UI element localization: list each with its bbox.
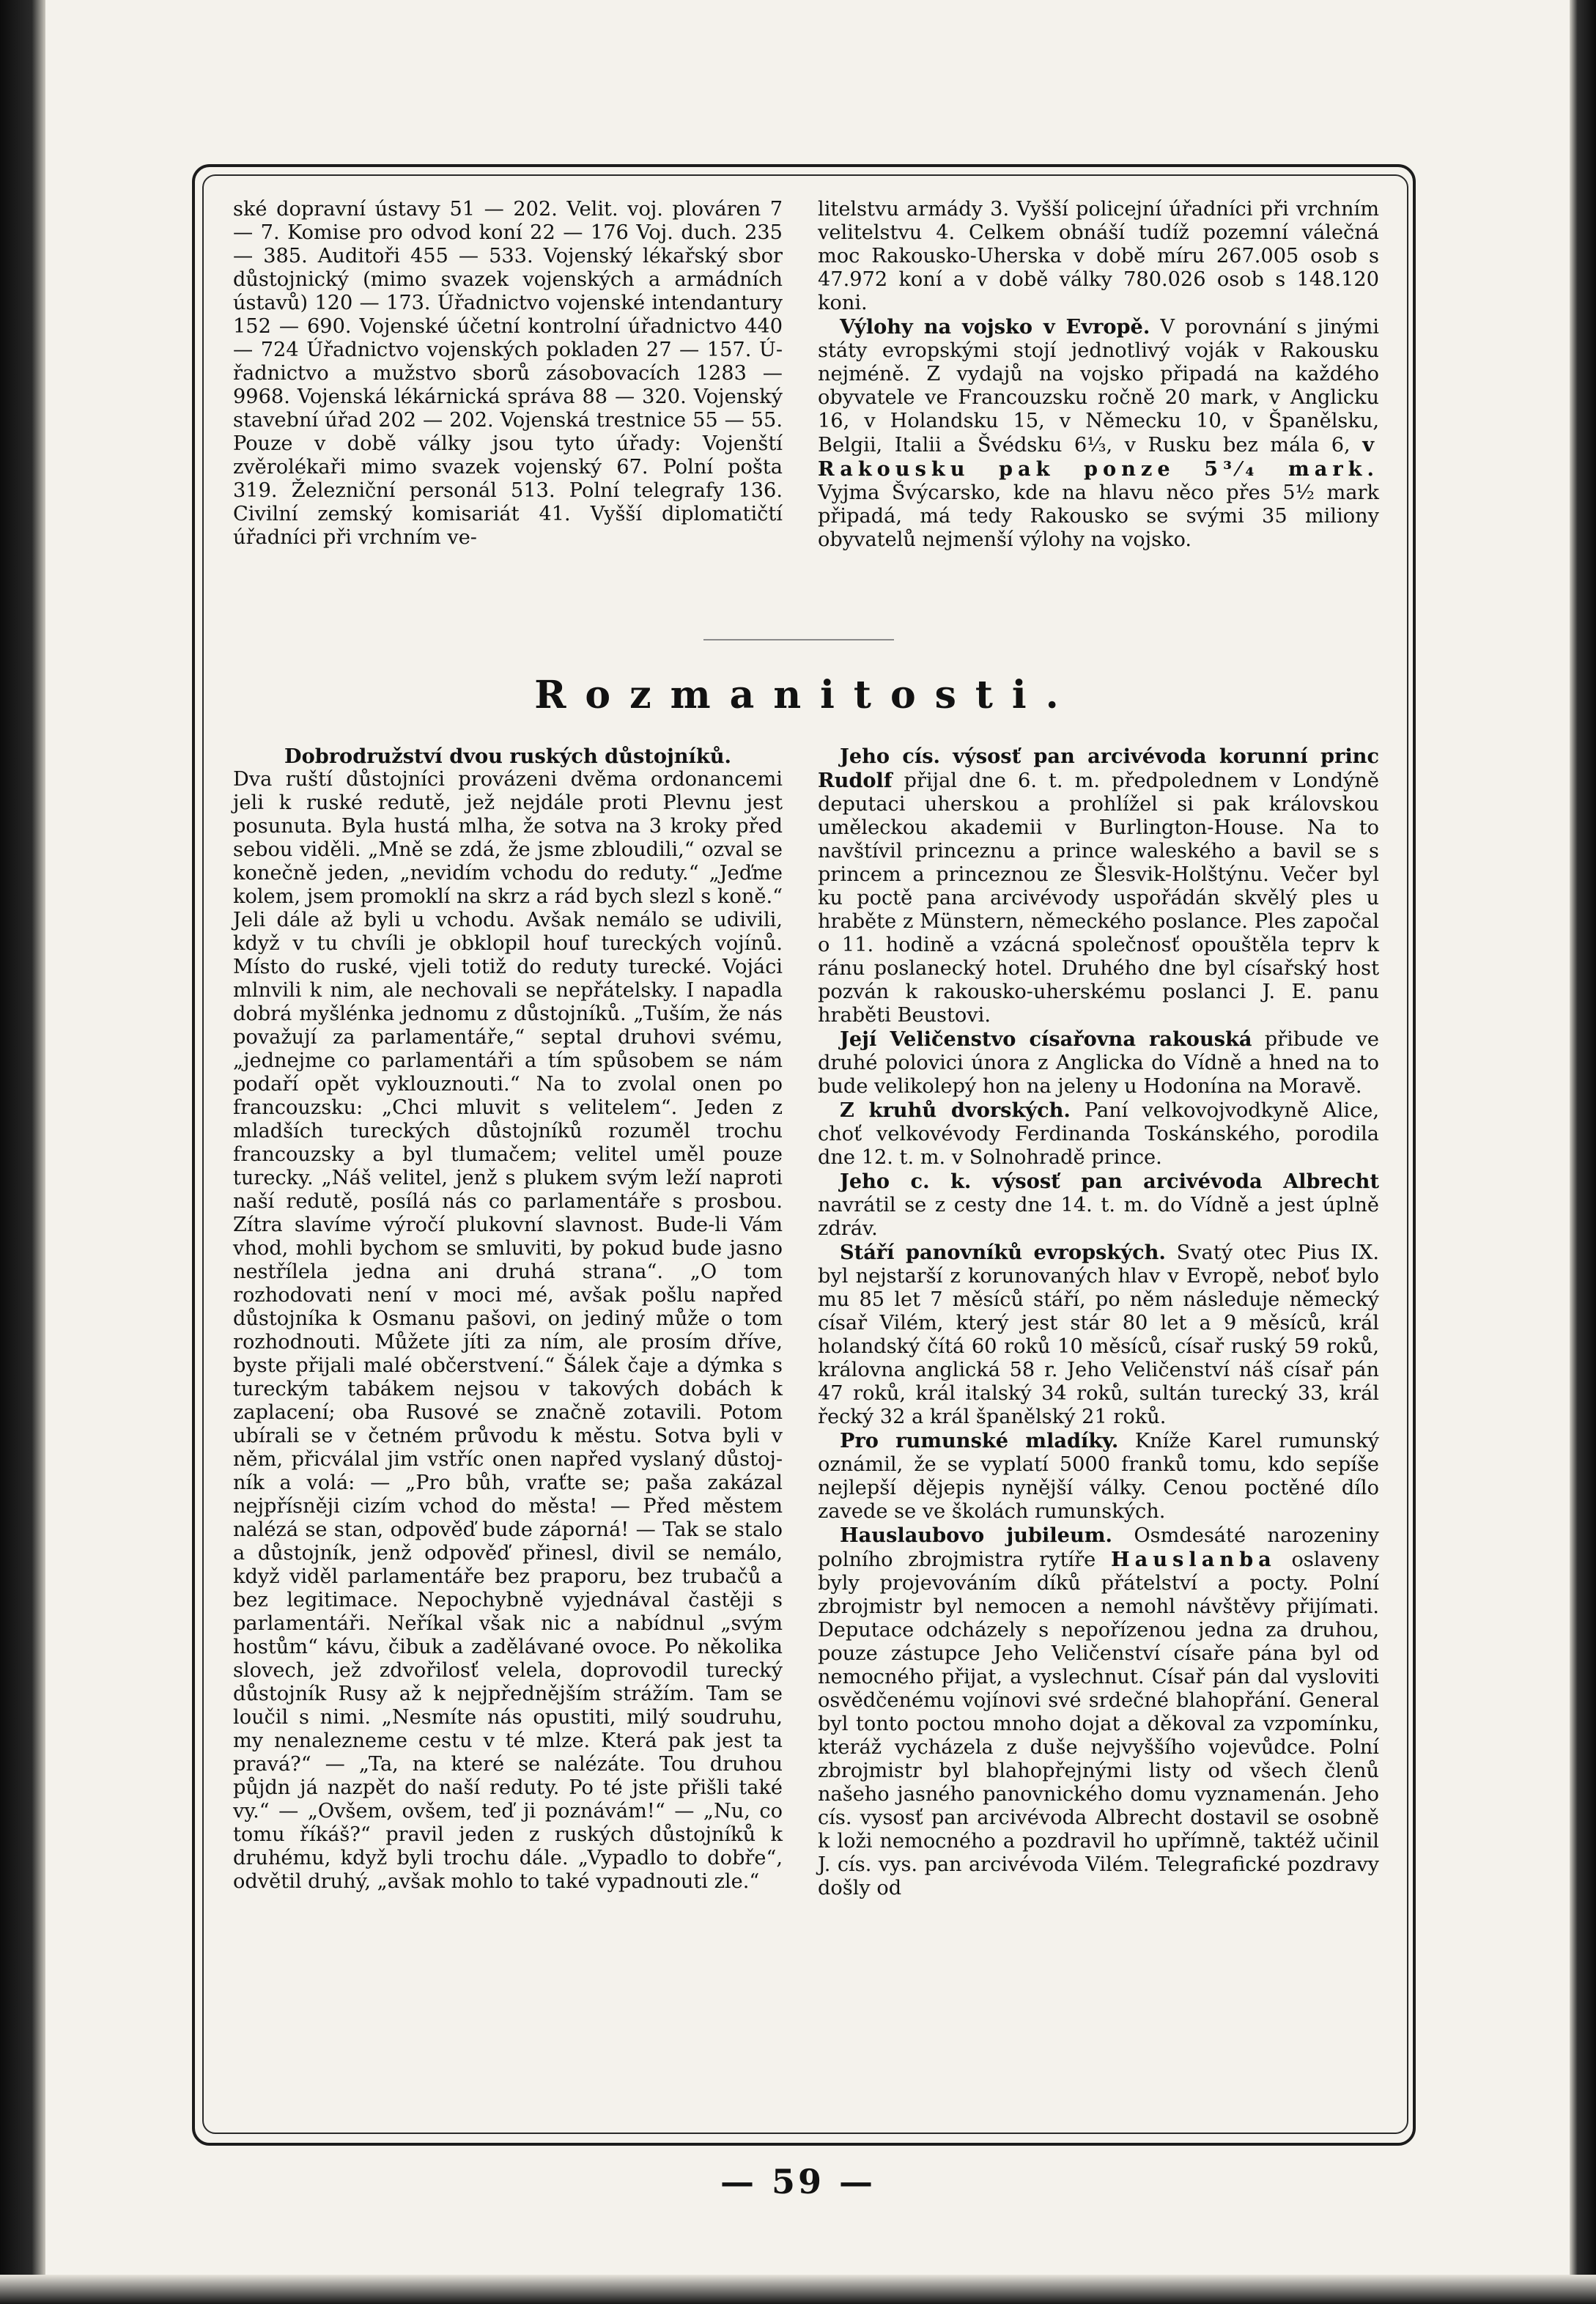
army-costs-text-a: V porovnání s jinými státy evropskými stojí jednotlivý voják v Rakousku nejméně. Z vydajů na vojsko připadá na každého obyvatele ve Francouzsku ročně 20 mark, v Anglicku 16, v Holandsku 15, v Německu 10, v Španělsku, Belgii, Italii a Švédsku 6¹⁄₃, v Rusku bez mála 6, (818, 316, 1380, 457)
news-empress-heading: Její Veličenstvo císařovna rakouská (840, 1027, 1252, 1051)
news-romanian-text: Kníže Karel rumunský oznámil, že se vyplatí 5000 franků tomu, kdo sepíše nejlepší dějepis nynější války. Cenou poctěné dílo zavede se ve školách rumunských. (818, 1430, 1379, 1523)
news-rudolf (818, 745, 1379, 1027)
left-article-column (233, 745, 783, 1894)
news-empress (818, 1027, 1379, 1099)
news-hauslab-spaced: Hauslanba (1110, 1548, 1277, 1571)
article-heading-officers: Dobrodružství dvou ruských důstojníků. (284, 745, 731, 768)
news-hauslab-text-a: Osmdesáté narozeniny polního zbrojmistra rytíře (818, 1524, 1379, 1571)
scan-edge-left (0, 0, 45, 2304)
news-hauslab-heading: Hauslaubovo jubileum. (840, 1524, 1112, 1547)
news-rudolf-heading: Jeho cís. výsosť pan arcivévoda korunní princ Rudolf (818, 745, 1379, 792)
top-right-column (818, 198, 1379, 552)
top-left-column (233, 198, 783, 550)
army-costs-text-b: Vyjma Švýcarsko, kde na hlavu něco přes 5¹⁄₂ mark připadá, má tedy Rakousko se svými 35 miliony obyvatelů nejmenší výlohy na vojsko. (818, 481, 1379, 551)
page-number: — 59 — (720, 2162, 876, 2201)
scan-edge-bottom (0, 2275, 1596, 2304)
news-albrecht-heading: Jeho c. k. výsosť pan arcivévoda Albrecht (840, 1170, 1379, 1193)
section-title: Rozmanitosti. (534, 673, 1078, 717)
army-costs-paragraph (818, 315, 1379, 552)
news-albrecht (818, 1170, 1379, 1241)
army-costs-spaced: v Rakousku pak ponze 5³⁄₄ mark. (818, 433, 1379, 481)
news-rulers-age (818, 1241, 1379, 1429)
news-court (818, 1099, 1379, 1170)
news-rulers-age-text: Svatý otec Pius IX. byl nejstarší z korunovaných hlav v Evropě, neboť bylo mu 85 let 7 měsíců stáří, po něm následuje německý císař Vilém, který jest stár 80 let a 9 měsíců, král holandský čítá 60 roků 10 měsíců, císař ruský 59 roků, královna anglická 58 r. Jeho Veličenství náš císař pán 47 roků, král italský 34 roků, sultán turecký 33, král řecký 32 a král španělský 21 roků. (818, 1241, 1379, 1428)
news-hauslab-text-b: oslaveny byly projevováním díků přátelství a pocty. Polní zbrojmistr byl nemocen a nemohl návštěvy přijímati. Deputace odcházely s nepořízenou jedna za druhou, pouze zástupce Jeho Veličenství císaře pána byl od nemocného přijat, a vyslechnut. Císař pán dal vysloviti osvědčenému vojínovi své srdečné blahopřání. General byl tonto poctou mnoho dojat a děkoval za vzpomínku, kteráž vycházela z duše nejvyššího vojevůdce. Polní zbrojmistr byl blahopřejnými listy od všech členů našeho jasného panovnického domu vyznamenán. Jeho cís. vysosť pan arcivévoda Albrecht dostavil se osobně k loži nemocného a pozdravil ho upřímně, taktéž učinil J. cís. vys. pan arcivévoda Vilém. Telegrafické pozdravy došly od (818, 1548, 1380, 1899)
article-body-officers: Dva ruští důstojníci provázeni dvěma ordonancemi jeli k ruské redutě, jež nejdále proti Plevnu jest posunuta. Byla hustá mlha, že sotva na 3 kroky před sebou viděli. „Mně se zdá, že jsme zbloudili,“ ozval se konečně jeden, „nevidím vchodu do reduty.“ „Jeďme kolem, jsem promoklí na skrz a rád bych slezl s koně.“ Jeli dále až byli u vchodu. Avšak nemálo se udivili, když v tu chvíli je obklopil houf tureckých vojínů. Místo do ruské, vjeli totiž do reduty turecké. Vojáci mlnvili k nim, ale nechovali se nepřátelsky. I napadla dobrá myšlénka jednomu z důstojníků. „Tuším, že nás považují za parlamentáře,“ septal druhovi svému, „jednejme co parlamentáři a tím spůsobem se nám podaří opět vyklouznouti.“ Na to zvolal onen po francouzsku: „Chci mluvit s velitelem“. Jeden z mladších tureckých důstojníků rozuměl trochu francouzsky a byl tlumačem; velitel uměl pouze turecky. „Náš velitel, jenž s plukem svým leží naproti naší redutě, posílá nás co parlamentáře s prosbou. Zítra slavíme výročí plukovní slavnost. Bude-li Vám vhod, mohli bychom se smluviti, by pokud bude jasno nestřílela jedna ani druhá strana“. „O tom rozhodovati není v moci mé, avšak pošlu napřed důstojníka k Osmanu pašovi, on jediný může o tom rozhodnouti. Můžete jíti za ním, ale prosím dříve, byste přijali malé občerstvení.“ Šálek čaje a dýmka s tureckým tabákem nejsou v takových dobách k zaplacení; oba Rusové se značně zotavili. Potom ubírali se v četném průvodu k městu. Sotva byli v něm, přicválal jim vstříc onen napřed vyslaný důstojník a volá: — „Pro bůh, vraťte se; paša zakázal nejpřísněji cizím vchod do města! — Před městem nalézá se stan, odpověď bude záporná! — Tak se stalo a důstojník, jenž odpověď přinesl, divil se nemálo, když viděl parlamentáře bez praporu, bez trubačů a bez legitimace. Nepochybně vyjednával častěji s parlamentáři. Neříkal však nic a nabídnul „svým hostům“ kávu, čibuk a zadělávané ovoce. Po několika slovech, jež zdvořilosť velela, doprovodil turecký důstojník Rusy až k nejpřednějším strážím. Tam se loučil s nimi. „Nesmíte nás opustiti, milý soudruhu, my nenalezneme cestu v té mlze. Která pak jest ta pravá?“ — „Ta, na které se nalézáte. Tou druhou půjdn já nazpět do naší reduty. Po té jste přišli také vy.“ — „Ovšem, ovšem, teď ji poznávám!“ — „Nu, co tomu říkáš?“ pravil jeden z ruských důstojníků k druhému, když byli trochu dále. „Vypadlo to dobře“, odvětil druhý, „avšak mohlo to také vypadnouti zle.“ (233, 768, 783, 1893)
news-rudolf-text: přijal dne 6. t. m. předpolednem v Londýně deputaci uherskou a prohlížel si pak královskou uměleckou akademii v Burlington-House. Na to navštívil princeznu a prince waleského a bavil se s princem a princeznou ze Šlesvik-Holštýnu. Večer byl ku poctě pana arcivévody uspořádán skvělý ples u hraběte z Münstern, německého poslance. Ples započal o 11. hodině a vzácná společnosť opouštěla teprv k ránu poslanecký hotel. Druhého dne byl císařský host pozván k rakousko-uherskému poslanci J. E. panu hraběti Beustovi. (818, 769, 1379, 1027)
news-hauslab (818, 1524, 1379, 1900)
news-romanian-heading: Pro rumunské mladíky. (840, 1429, 1119, 1452)
army-costs-heading: Výlohy na vojsko v Evropě. (840, 315, 1150, 339)
news-albrecht-text: navrátil se z cesty dne 14. t. m. do Vídně a jest úplně zdráv. (818, 1194, 1379, 1240)
news-empress-text: přibude ve druhé polovici února z Anglicka do Vídně a hned na to bude velikolepý hon na jeleny u Hodonína na Moravě. (818, 1028, 1379, 1098)
right-article-column (818, 745, 1379, 1900)
news-romanian (818, 1429, 1379, 1524)
army-totals-paragraph: litelstvu armády 3. Vyšší policejní úřadníci při vrchním velitelstvu 4. Celkem obnáší tudíž pozemní válečná moc Rakousko-Uherska v době míru 267.005 osob s 47.972 koní a v době války 780.026 osob s 148.120 koni. (818, 198, 1379, 314)
section-divider (703, 639, 894, 640)
military-list-text: ské dopravní ústavy 51 — 202. Velit. voj. plováren 7 — 7. Komise pro odvod koní 22 — 176 Voj. duch. 235 — 385. Auditoři 455 — 533. Vojenský lékařský sbor důstojnický (mimo svazek vojenských a armádních ústavů) 120 — 173. Úřadnictvo vojenské intendantury 152 — 690. Vojenské účetní kontrolní úřadnictvo 440 — 724 Úřadnictvo vojenských pokladen 27 — 157. Úřadnictvo a mužstvo sborů zásobovacích 1283 — 9968. Vojenská lékárnická správa 88 — 320. Vojenský stavební úřad 202 — 202. Vojenská trestnice 55 — 55. Pouze v době války jsou tyto úřady: Vojenští zvěrolékaři mimo svazek vojenský 67. Polní pošta 319. Železniční personál 513. Polní telegrafy 136. Civilní zemský komisariát 41. Vyšší diplomatičtí úřadníci při vrchním ve- (233, 198, 783, 549)
news-rulers-age-heading: Stáří panovníků evropských. (840, 1241, 1166, 1264)
news-court-heading: Z kruhů dvorských. (840, 1099, 1071, 1122)
news-court-text: Paní velkovojvodkyně Alice, choť velkovévody Ferdinanda Toskánského, porodila dne 12. t. m. v Solnohradě prince. (818, 1099, 1380, 1169)
scan-edge-right (1570, 0, 1596, 2304)
